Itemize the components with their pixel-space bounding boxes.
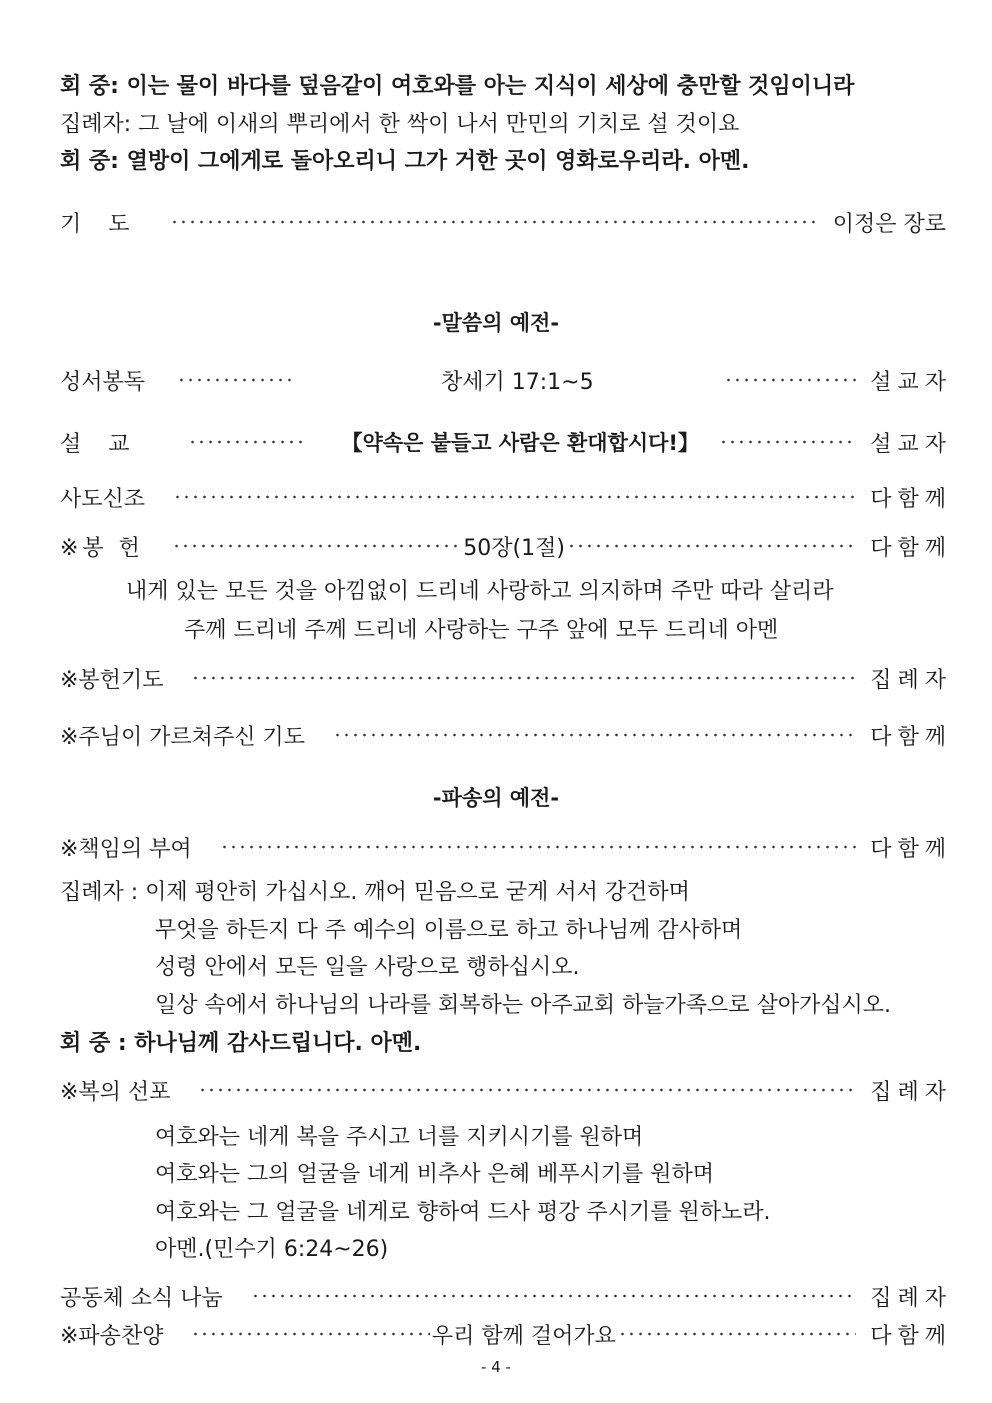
- offering-lyrics-line-2: 주께 드리네 주께 드리네 사랑하는 구주 앞에 모두 드리네 아멘: [184, 618, 779, 643]
- order-row-commission: [60, 831, 952, 863]
- order-responder: 다함께: [870, 486, 952, 512]
- scripture-reference: 창세기 17:1~5: [441, 369, 594, 395]
- order-label: ※봉 헌: [60, 535, 144, 561]
- responsive-line-leader: 집례자: 그 날에 이새의 뿌리에서 한 싹이 나서 만민의 기치로 설 것이요: [60, 112, 740, 137]
- order-responder: 다함께: [870, 836, 952, 862]
- order-row-offering: [60, 530, 952, 562]
- commission-line-1: 집례자 : 이제 평안히 가십시오. 깨어 믿음으로 굳게 서서 강건하며: [60, 880, 690, 905]
- order-responder: 설교자: [870, 431, 952, 457]
- dot-leader: [170, 220, 819, 224]
- order-responder: 다함께: [870, 535, 952, 561]
- order-label: ※파송찬양: [60, 1323, 164, 1349]
- dot-leader: [333, 733, 856, 737]
- order-row-creed: [60, 481, 952, 513]
- order-label: 설 교: [60, 431, 140, 457]
- benediction-line-3: 여호와는 그 얼굴을 네게로 향하여 드사 평강 주시기를 원하노라.: [155, 1200, 771, 1225]
- order-label: 기 도: [60, 211, 140, 237]
- order-label: ※봉헌기도: [60, 667, 164, 693]
- order-label: ※주님이 가르쳐주신 기도: [60, 724, 305, 750]
- order-responder: 다함께: [870, 724, 952, 750]
- offering-hymn: 50장(1절): [463, 535, 565, 561]
- responsive-line-congregation-2: 회 중: 열방이 그에게로 돌아오리니 그가 거한 곳이 영화로우리라. 아멘.: [60, 149, 750, 174]
- order-label: ※복의 선포: [60, 1079, 171, 1105]
- dot-leader: [567, 544, 856, 548]
- order-responder: 다함께: [870, 1323, 953, 1349]
- order-responder: 집례자: [870, 1285, 952, 1311]
- dot-leader: [188, 440, 308, 444]
- dot-leader: [220, 845, 857, 849]
- dot-leader: [177, 378, 297, 382]
- section-heading-word: -말씀의 예전-: [432, 311, 560, 335]
- dot-leader: [724, 378, 857, 382]
- sermon-title: 【약속은 붙들고 사람은 환대합시다!】: [341, 431, 700, 455]
- benediction-line-1: 여호와는 네게 복을 주시고 너를 지키시기를 원하며: [155, 1125, 644, 1150]
- offering-lyrics-line-1: 내게 있는 모든 것을 아낌없이 드리네 사랑하고 의지하며 주만 따라 살리라: [126, 579, 834, 604]
- commission-line-4: 일상 속에서 하나님의 나라를 회복하는 아주교회 하늘가족으로 살아가십시오.: [155, 993, 892, 1018]
- commission-line-2: 무엇을 하든지 다 주 예수의 이름으로 하고 하나님께 감사하며: [155, 918, 743, 943]
- order-row-lords-prayer: [60, 719, 952, 751]
- order-row-sending-hymn: [60, 1318, 953, 1350]
- section-heading-sending: -파송의 예전-: [432, 786, 560, 810]
- dot-leader: [198, 1088, 856, 1092]
- order-row-scripture: [60, 364, 952, 396]
- benediction-line-4: 아멘.(민수기 6:24~26): [155, 1237, 389, 1262]
- order-label: ※책임의 부여: [60, 836, 192, 862]
- commission-line-3: 성령 안에서 모든 일을 사랑으로 행하십시오.: [155, 955, 580, 980]
- sending-hymn-title: 우리 함께 걸어가요: [431, 1323, 616, 1349]
- dot-leader: [719, 440, 856, 444]
- order-responder: 설교자: [870, 369, 952, 395]
- order-row-offering-prayer: [60, 662, 952, 694]
- order-row-prayer: [60, 206, 946, 238]
- dot-leader: [173, 495, 856, 499]
- order-responder: 집례자: [870, 1079, 952, 1105]
- order-label: 공동체 소식 나눔: [60, 1285, 223, 1311]
- responsive-line-congregation-1: 회 중: 이는 물이 바다를 덮음같이 여호와를 아는 지식이 세상에 충만할 것임이니라: [60, 74, 855, 99]
- dot-leader: [618, 1332, 856, 1336]
- dot-leader: [251, 1294, 856, 1298]
- order-row-benediction: [60, 1074, 952, 1106]
- order-label: 사도신조: [60, 486, 146, 512]
- order-row-announcements: [60, 1280, 952, 1312]
- dot-leader: [191, 676, 856, 680]
- page-number: - 4 -: [481, 1358, 511, 1376]
- dot-leader: [172, 544, 461, 548]
- order-responder: 집례자: [870, 667, 952, 693]
- order-responder: 이정은 장로: [832, 211, 946, 237]
- order-label: 성서봉독: [60, 369, 146, 395]
- order-row-sermon: [60, 426, 952, 458]
- benediction-line-2: 여호와는 그의 얼굴을 네게 비추사 은혜 베푸시기를 원하며: [155, 1162, 715, 1187]
- congregation-response: 회 중 : 하나님께 감사드립니다. 아멘.: [60, 1031, 422, 1056]
- dot-leader: [191, 1332, 429, 1336]
